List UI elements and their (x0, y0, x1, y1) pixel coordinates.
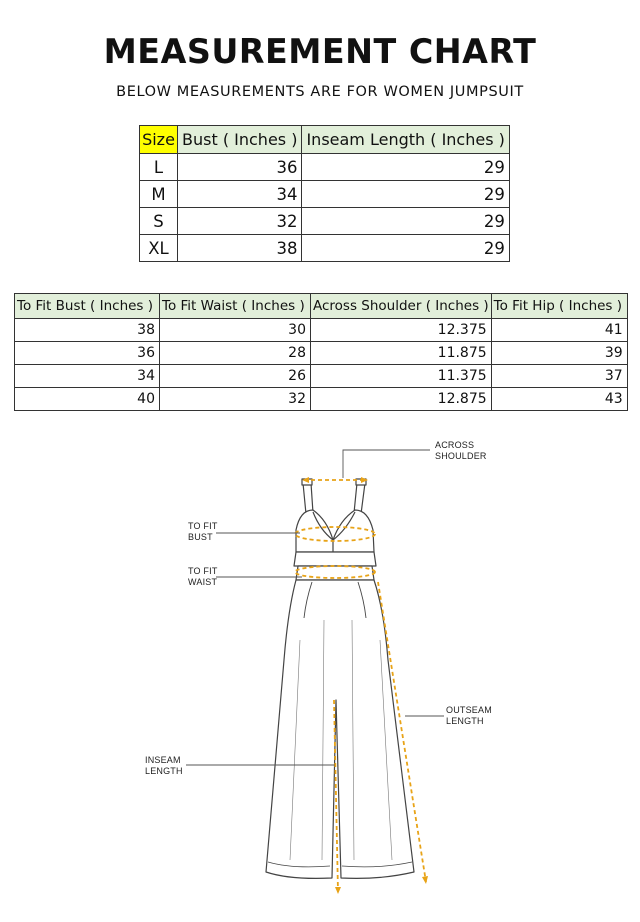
fit-table (14, 293, 628, 411)
fit-hip-cell: 41 (491, 319, 627, 342)
size-cell: M (140, 181, 178, 208)
across-shoulder-cell: 12.375 (311, 319, 492, 342)
fit-hip-cell: 43 (491, 388, 627, 411)
bust-label: TO FIT (188, 521, 218, 531)
inseam-label-2: LENGTH (145, 766, 183, 776)
fit-hip-header: To Fit Hip ( Inches ) (491, 294, 627, 319)
size-table-header (140, 126, 510, 154)
inseam-cell: 29 (302, 208, 509, 235)
fit-bust-header: To Fit Bust ( Inches ) (15, 294, 160, 319)
inseam-cell: 29 (302, 181, 509, 208)
size-cell: XL (140, 235, 178, 262)
size-table (139, 125, 510, 262)
fit-hip-cell: 37 (491, 365, 627, 388)
waist-label: TO FIT (188, 566, 218, 576)
across-shoulder-cell: 12.875 (311, 388, 492, 411)
size-header: Size (140, 126, 178, 154)
inseam-cell: 29 (302, 235, 509, 262)
bust-label-2: BUST (188, 532, 213, 542)
fit-bust-cell: 36 (15, 342, 160, 365)
page-subtitle: BELOW MEASUREMENTS ARE FOR WOMEN JUMPSUIT (116, 84, 524, 100)
inseam-header: Inseam Length ( Inches ) (302, 126, 509, 154)
fit-bust-cell: 34 (15, 365, 160, 388)
across-shoulder-header: Across Shoulder ( Inches ) (311, 294, 492, 319)
table-row (140, 235, 510, 262)
table-row (140, 208, 510, 235)
outseam-label: OUTSEAM (446, 705, 492, 715)
table-row (140, 154, 510, 181)
table-row (140, 181, 510, 208)
inseam-cell: 29 (302, 154, 509, 181)
fit-waist-cell: 28 (160, 342, 311, 365)
table-row (15, 388, 628, 411)
size-cell: S (140, 208, 178, 235)
fit-hip-cell: 39 (491, 342, 627, 365)
waist-label-2: WAIST (188, 577, 218, 587)
bust-cell: 36 (178, 154, 302, 181)
table-row (15, 365, 628, 388)
across-shoulder-label: ACROSS (435, 440, 475, 450)
fit-bust-cell: 40 (15, 388, 160, 411)
page-title: MEASUREMENT CHART (103, 32, 537, 72)
bust-cell: 34 (178, 181, 302, 208)
fit-table-header (15, 294, 628, 319)
fit-waist-cell: 30 (160, 319, 311, 342)
fit-bust-cell: 38 (15, 319, 160, 342)
outseam-label-2: LENGTH (446, 716, 484, 726)
bust-cell: 38 (178, 235, 302, 262)
inseam-label: INSEAM (145, 755, 181, 765)
fit-waist-header: To Fit Waist ( Inches ) (160, 294, 311, 319)
fit-waist-cell: 32 (160, 388, 311, 411)
across-shoulder-cell: 11.875 (311, 342, 492, 365)
across-shoulder-label-2: SHOULDER (435, 451, 487, 461)
bust-cell: 32 (178, 208, 302, 235)
fit-waist-cell: 26 (160, 365, 311, 388)
size-cell: L (140, 154, 178, 181)
table-row (15, 319, 628, 342)
jumpsuit-diagram (0, 430, 640, 922)
table-row (15, 342, 628, 365)
bust-header: Bust ( Inches ) (178, 126, 302, 154)
across-shoulder-cell: 11.375 (311, 365, 492, 388)
